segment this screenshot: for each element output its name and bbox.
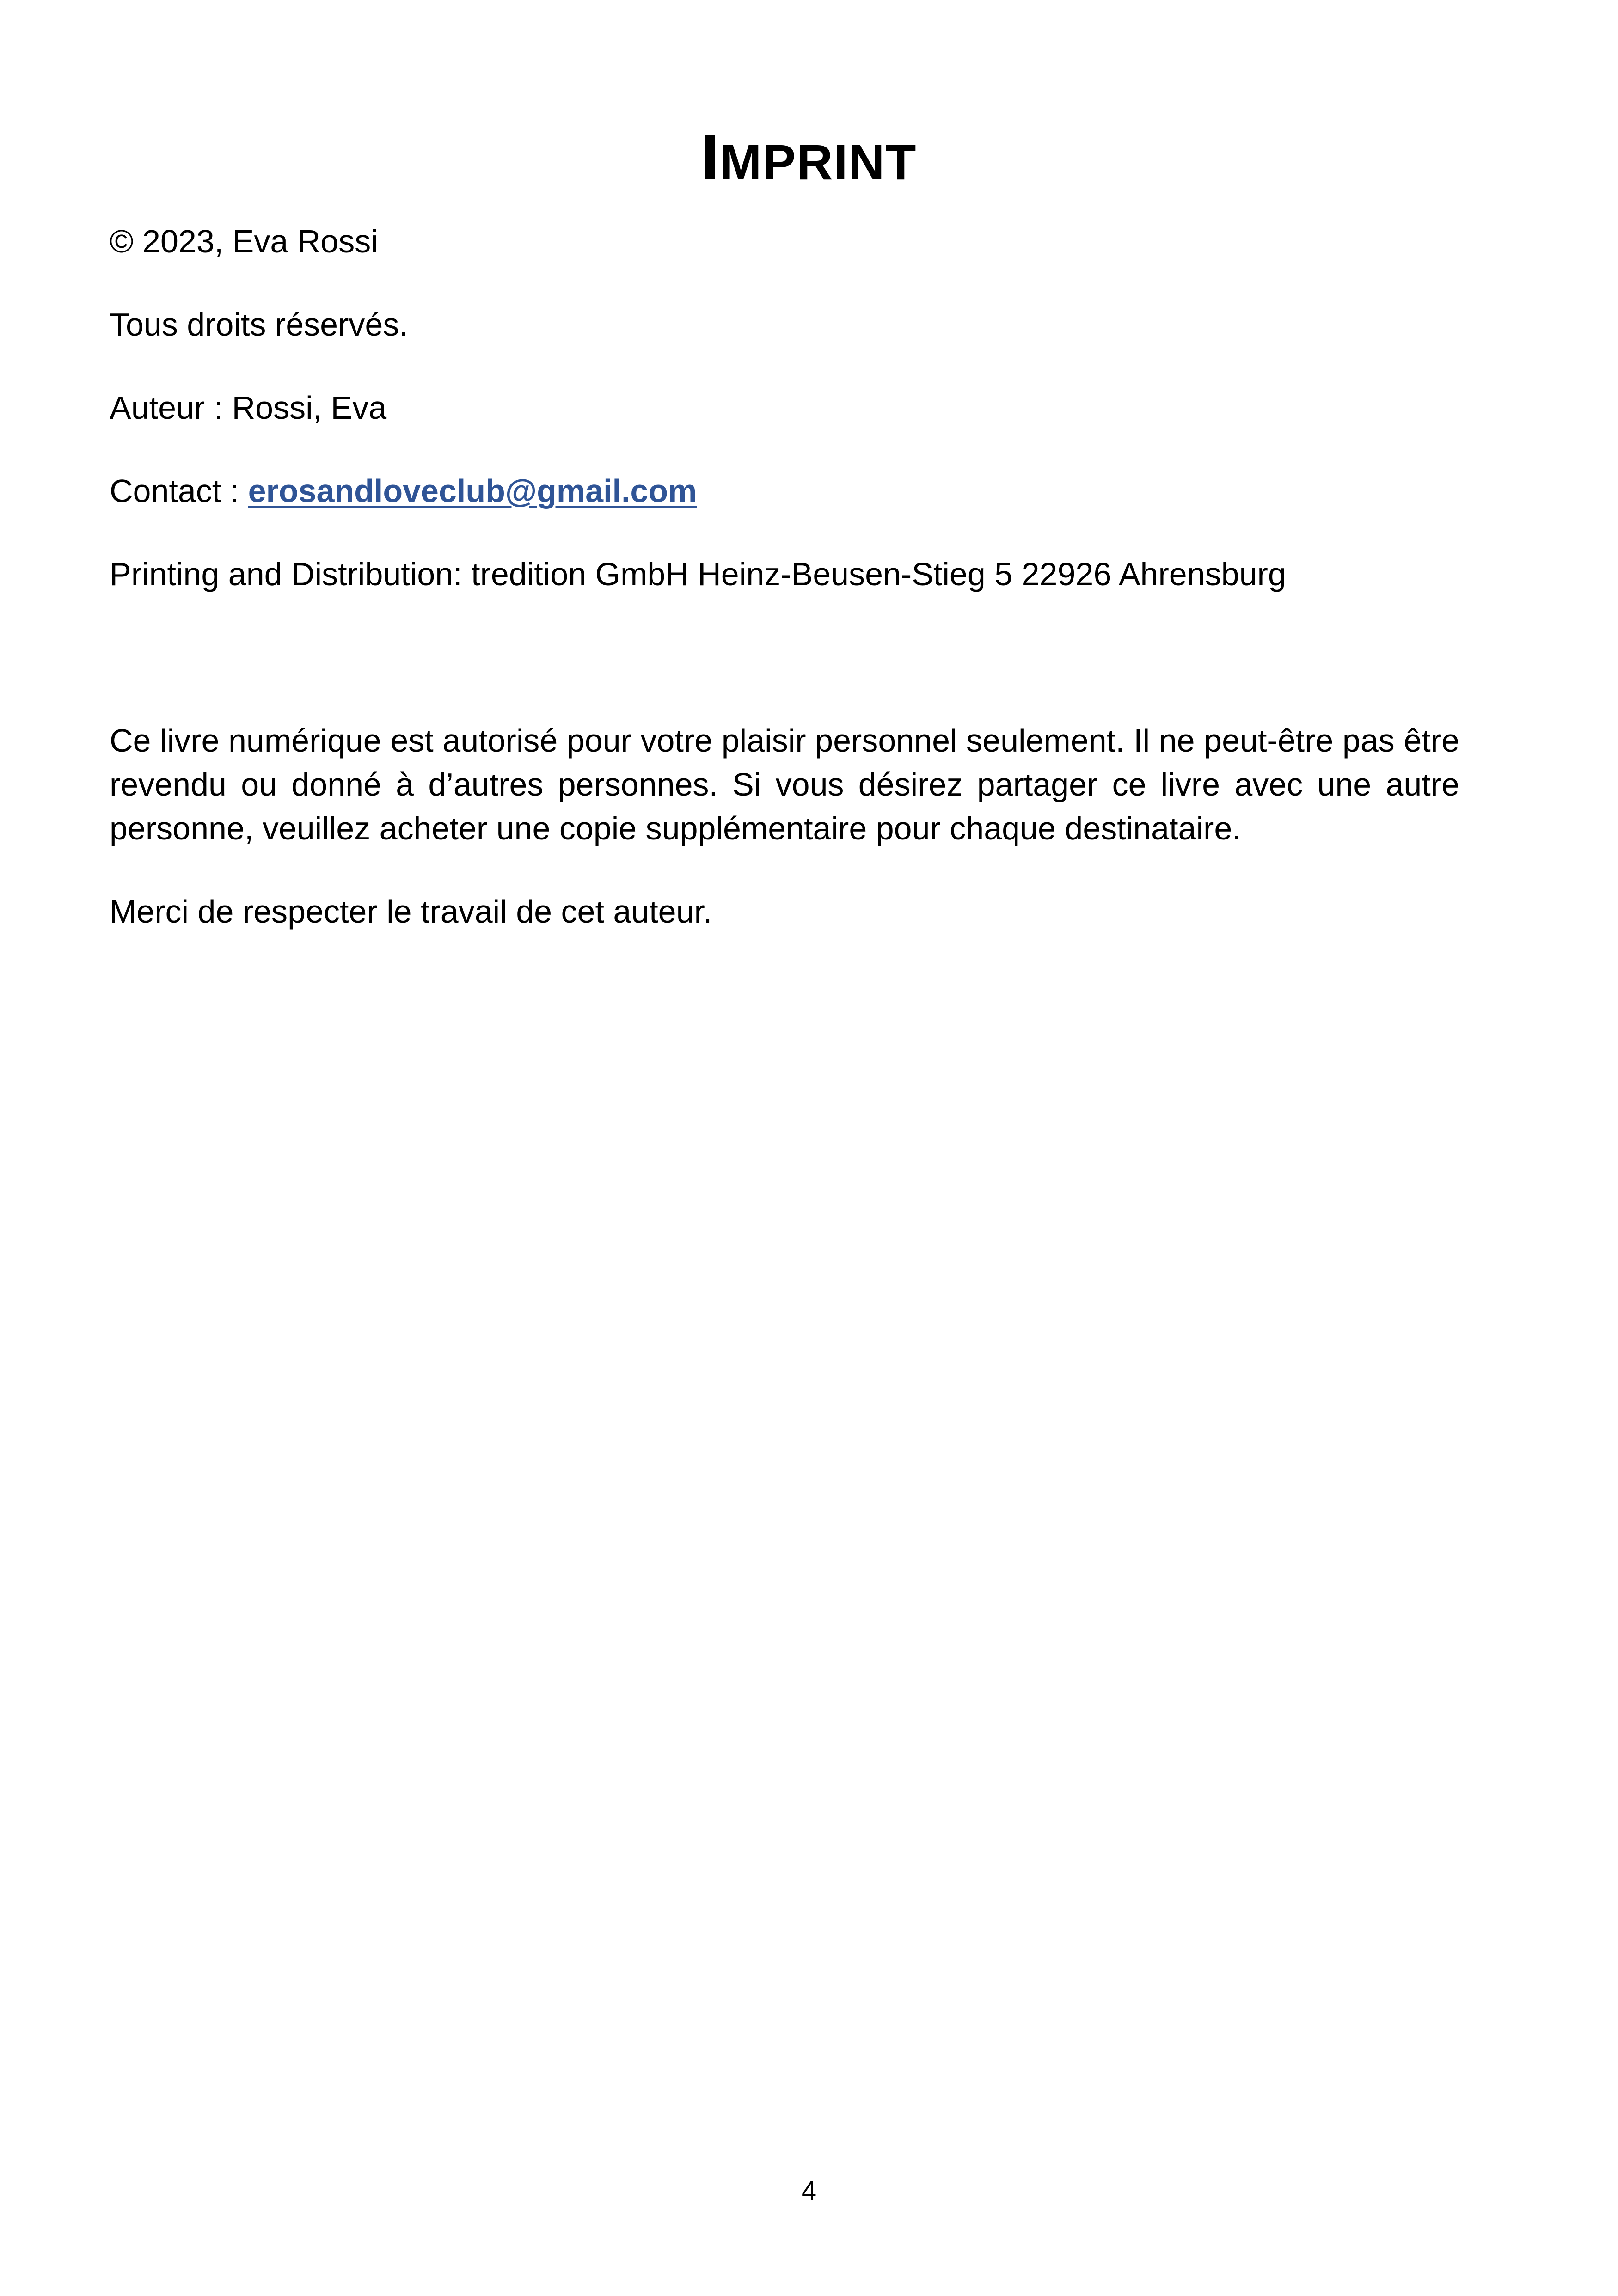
title-first-letter: I: [701, 121, 720, 193]
rights-line: Tous droits réservés.: [110, 306, 408, 343]
contact-label: Contact :: [110, 473, 248, 509]
contact-line: [110, 469, 1506, 513]
notice-paragraph: Ce livre numérique est autorisé pour votre plaisir personnel seulement. Il ne peut-être pas être revendu ou donné à d’autres personnes. Si vous désirez partager ce livre avec une autre personne, veuillez acheter une copie supplémentaire pour chaque destinataire.: [110, 722, 1459, 846]
page-title: [0, 118, 1618, 202]
author-line: Auteur : Rossi, Eva: [110, 390, 387, 426]
closing-line: Merci de respecter le travail de cet auteur.: [110, 894, 712, 930]
printing-line: Printing and Distribution: tredition GmbH Heinz-Beusen-Stieg 5 22926 Ahrensburg: [110, 556, 1286, 592]
contact-email-link[interactable]: erosandloveclub@gmail.com: [248, 473, 697, 509]
copyright-line: © 2023, Eva Rossi: [110, 223, 378, 259]
page-number: 4: [801, 2176, 817, 2206]
title-rest: MPRINT: [720, 134, 917, 190]
